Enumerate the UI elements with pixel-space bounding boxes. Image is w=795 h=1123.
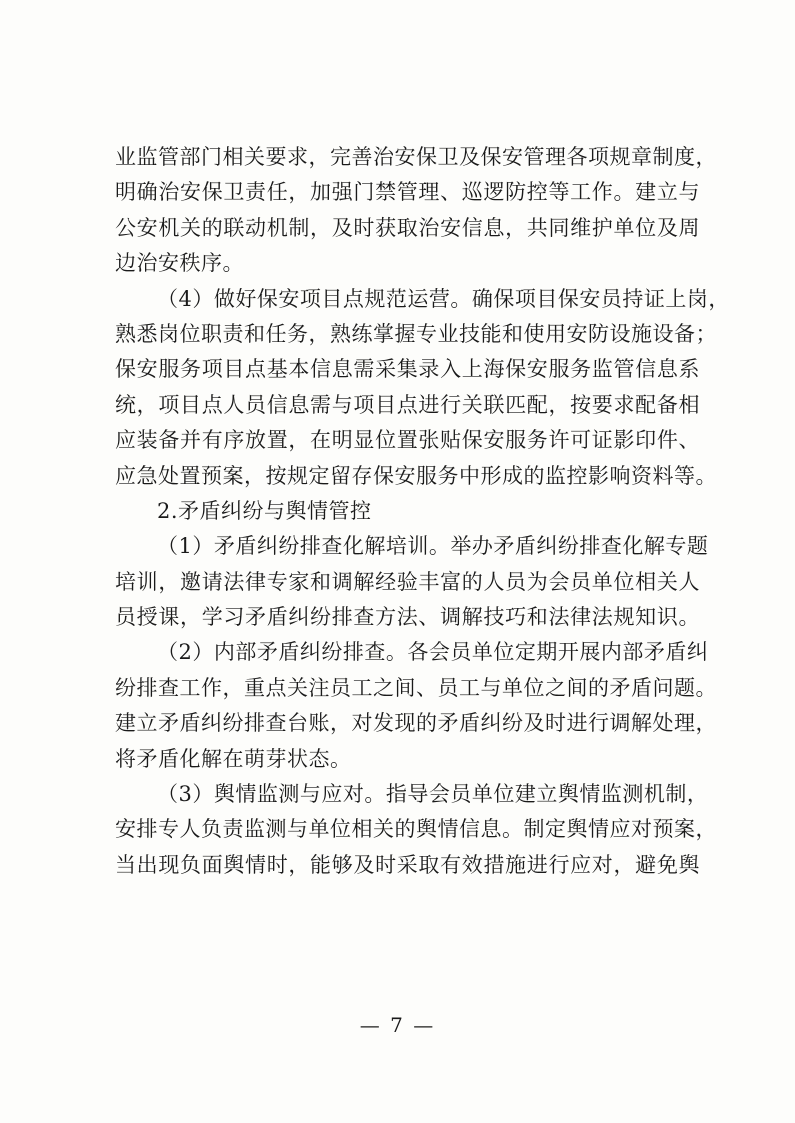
text-line: 纷排查工作，重点关注员工之间、员工与单位之间的矛盾问题。 xyxy=(115,675,717,700)
text-line: 保安服务项目点基本信息需采集录入上海保安服务监管信息系 xyxy=(115,357,700,382)
text-line: 应急处置预案，按规定留存保安服务中形成的监控影响资料等。 xyxy=(115,463,717,488)
section-heading: 2.矛盾纠纷与舆情管控 xyxy=(157,498,372,523)
paragraph-start-line: （2）内部矛盾纠纷排查。各会员单位定期开展内部矛盾纠 xyxy=(157,640,709,665)
paragraph-start-line: （1）矛盾纠纷排查化解培训。举办矛盾纠纷排查化解专题 xyxy=(157,534,709,559)
page-number: — 7 — xyxy=(359,1013,436,1037)
text-line: 安排专人负责监测与单位相关的舆情信息。制定舆情应对预案， xyxy=(115,817,717,842)
text-line: 员授课，学习矛盾纠纷排查方法、调解技巧和法律法规知识。 xyxy=(115,605,700,630)
text-line: 熟悉岗位职责和任务，熟练掌握专业技能和使用安防设施设备； xyxy=(115,321,717,346)
paragraph-start-line: （3）舆情监测与应对。指导会员单位建立舆情监测机制， xyxy=(157,782,709,807)
text-line: 应装备并有序放置，在明显位置张贴保安服务许可证影印件、 xyxy=(115,428,700,453)
text-line: 培训，邀请法律专家和调解经验丰富的人员为会员单位相关人 xyxy=(115,569,700,594)
text-line: 建立矛盾纠纷排查台账，对发现的矛盾纠纷及时进行调解处理， xyxy=(115,711,717,736)
text-line: 统，项目点人员信息需与项目点进行关联匹配，按要求配备相 xyxy=(115,392,700,417)
text-line: 边治安秩序。 xyxy=(115,251,244,276)
body-text xyxy=(115,140,730,883)
text-line: 明确治安保卫责任，加强门禁管理、巡逻防控等工作。建立与 xyxy=(115,180,700,205)
paragraph-start-line: （4）做好保安项目点规范运营。确保项目保安员持证上岗， xyxy=(157,286,730,311)
text-line: 将矛盾化解在萌芽状态。 xyxy=(115,746,352,771)
text-line: 公安机关的联动机制，及时获取治安信息，共同维护单位及周 xyxy=(115,215,700,240)
text-line: 业监管部门相关要求，完善治安保卫及保安管理各项规章制度， xyxy=(115,145,717,169)
text-line: 当出现负面舆情时，能够及时采取有效措施进行应对，避免舆 xyxy=(115,852,700,877)
